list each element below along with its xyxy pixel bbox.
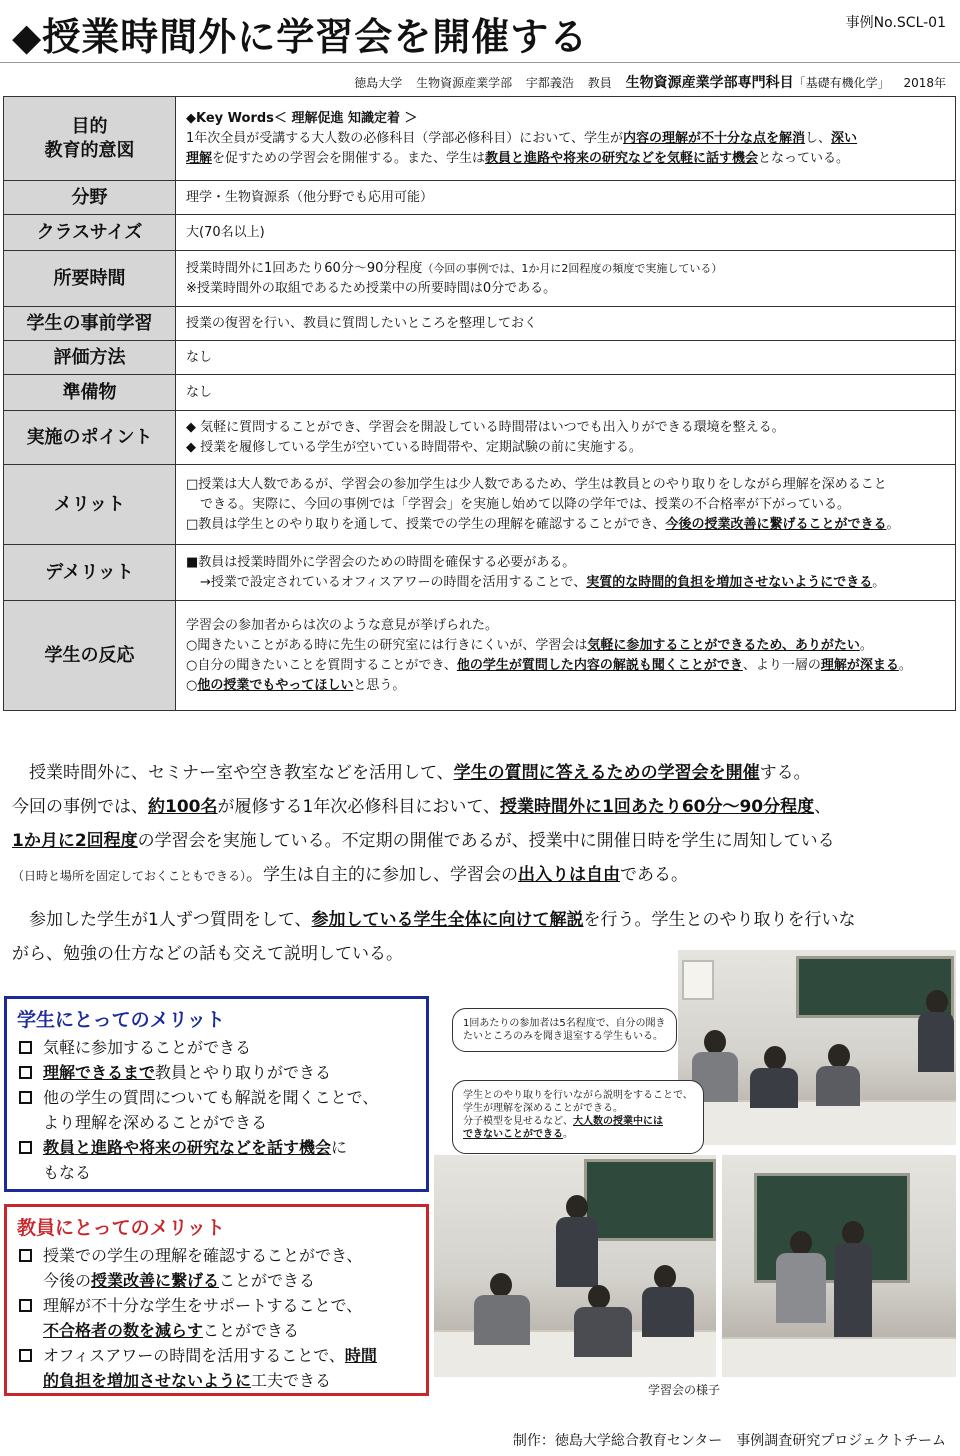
table-row-evaluation (4, 341, 956, 375)
table-row-class-size (4, 215, 956, 251)
speech-bubble-2: 学生とのやり取りを行いながら説明をすることで、 学生が理解を深めることができる。 分子模型を見せるなど、大人数の授業中には できないことができる。 (452, 1080, 704, 1154)
value-materials: なし (176, 375, 956, 411)
keywords: ◆Key Words＜ 理解促進 知識定着 ＞ (186, 110, 418, 126)
speech-bubble-1: 1回あたりの参加者は5名程度で、自分の聞き たいところのみを聞き退室する学生もいる。 (452, 1008, 677, 1052)
value-evaluation: なし (176, 341, 956, 375)
year: 2018年 (903, 76, 946, 90)
checkbox-icon (19, 1041, 32, 1054)
table-row-purpose (4, 97, 956, 181)
label-merit: メリット (4, 465, 176, 545)
checkbox-icon (19, 1349, 32, 1362)
teacher-merits-box (4, 1204, 429, 1396)
value-field: 理学・生物資源系（他分野でも応用可能） (176, 181, 956, 215)
list-item: 他の学生の質問についても解説を聞くことで、 より理解を深めることができる (17, 1085, 416, 1135)
list-item: オフィスアワーの時間を活用することで、時間 的負担を増加させないように工夫できる (17, 1343, 416, 1393)
list-item: 理解できるまで教員とやり取りができる (17, 1060, 416, 1085)
photo-caption: 学習会の様子 (648, 1383, 721, 1397)
checkbox-icon (19, 1091, 32, 1104)
label-time: 所要時間 (4, 251, 176, 307)
table-row-reaction (4, 601, 956, 711)
label-points: 実施のポイント (4, 411, 176, 465)
list-item: 気軽に参加することができる (17, 1035, 416, 1060)
checkbox-icon (19, 1299, 32, 1312)
university: 徳島大学 (354, 76, 403, 90)
table-row-materials (4, 375, 956, 411)
label-evaluation: 評価方法 (4, 341, 176, 375)
label-field: 分野 (4, 181, 176, 215)
value-time: 授業時間外に1回あたり60分～90分程度（今回の事例では、1か月に2回程度の頻度で実施している） ※授業時間外の取組であるため授業中の所要時間は0分である。 (176, 251, 956, 307)
page-title: ◆授業時間外に学習会を開催する (12, 15, 589, 59)
value-reaction: 学習会の参加者からは次のような意見が挙げられた。 ○聞きたいことがある時に先生の研究室には行きにくいが、学習会は気軽に参加することができるため、ありがたい。 ○自分の聞きたいことを質問することができ、他の学生が質問した内容の解説も聞くことができ、より一層の理解が深まる。 ○他の授業でもやってほしいと思う。 (176, 601, 956, 711)
student-merits-title: 学生にとってのメリット (17, 1009, 225, 1031)
label-materials: 準備物 (4, 375, 176, 411)
footer-credit: 制作：徳島大学総合教育センター 事例調査研究プロジェクトチーム (512, 1433, 946, 1449)
checkbox-icon (19, 1249, 32, 1262)
classroom-photo-2 (434, 1155, 716, 1377)
value-prep: 授業の復習を行い、教員に質問したいところを整理しておく (176, 307, 956, 341)
classroom-photo-1 (678, 950, 956, 1145)
table-row-points (4, 411, 956, 465)
label-purpose: 目的 教育的意図 (4, 97, 176, 181)
list-item: 教員と進路や将来の研究などを話す機会に もなる (17, 1135, 416, 1185)
body-text: 授業時間外に、セミナー室や空き教室などを活用して、学生の質問に答えるための学習会を開催する。 今回の事例では、約100名が履修する1年次必修科目において、授業時間外に1回あたり60分～90分程度、 1か月に2回程度の学習会を実施している。不定期の開催であるが、授業中に開催日時を学生に周知している （日時と場所を固定しておくこともできる）。学生は自主的に参加し、学習会の出入りは自由である。 参加した学生が1人ずつ質問をして、参加している学生全体に向けて解説を行う。学生とのやり取りを行いな がら、勉強の仕方などの話も交えて説明している。 (12, 763, 856, 964)
table-row-time (4, 251, 956, 307)
label-prep: 学生の事前学習 (4, 307, 176, 341)
table-row-demerit (4, 545, 956, 601)
value-class-size: 大(70名以上) (176, 215, 956, 251)
table-row-merit (4, 465, 956, 545)
value-merit: □授業は大人数であるが、学習会の参加学生は少人数であるため、学生は教員とのやり取りをしながら理解を深めること できる。実際に、今回の事例では「学習会」を実施し始めて以降の学年では、授業の不合格率が下がっている。 □教員は学生とのやり取りを通して、授業での学生の理解を確認することができ、今後の授業改善に繋げることができる。 (176, 465, 956, 545)
label-demerit: デメリット (4, 545, 176, 601)
checkbox-icon (19, 1141, 32, 1154)
info-table (3, 96, 956, 711)
student-merits-box (4, 996, 429, 1192)
value-purpose: ◆Key Words＜ 理解促進 知識定着 ＞ 1年次全員が受講する大人数の必修科目（学部必修科目）において、学生が内容の理解が不十分な点を解消し、深い 理解を促すための学習会を開催する。また、学生は教員と進路や将来の研究などを気軽に話す機会となっている。 (176, 97, 956, 181)
teacher-name: 宇都義浩 (525, 76, 574, 90)
table-row-prep (4, 307, 956, 341)
table-row-field (4, 181, 956, 215)
author-line (354, 72, 946, 92)
course-name: 「基礎有機化学」 (793, 76, 890, 90)
faculty: 生物資源産業学部 (416, 76, 513, 90)
teacher-merits-title: 教員にとってのメリット (17, 1217, 225, 1239)
value-points: ◆ 気軽に質問することができ、学習会を開設している時間帯はいつでも出入りができる環境を整える。 ◆ 授業を履修している学生が空いている時間帯や、定期試験の前に実施する。 (176, 411, 956, 465)
list-item: 理解が不十分な学生をサポートすることで、 不合格者の数を減らすことができる (17, 1293, 416, 1343)
header-divider (0, 62, 960, 63)
list-item: 授業での学生の理解を確認することができ、 今後の授業改善に繋げることができる (17, 1243, 416, 1293)
teacher-position: 教員 (587, 76, 612, 90)
classroom-photo-3 (722, 1155, 956, 1377)
checkbox-icon (19, 1066, 32, 1079)
label-reaction: 学生の反応 (4, 601, 176, 711)
case-number: 事例No.SCL-01 (845, 15, 946, 31)
subject-category: 生物資源産業学部専門科目 (625, 75, 794, 91)
label-class-size: クラスサイズ (4, 215, 176, 251)
value-demerit: ■教員は授業時間外に学習会のための時間を確保する必要がある。 →授業で設定されているオフィスアワーの時間を活用することで、実質的な時間的負担を増加させないようにできる。 (176, 545, 956, 601)
